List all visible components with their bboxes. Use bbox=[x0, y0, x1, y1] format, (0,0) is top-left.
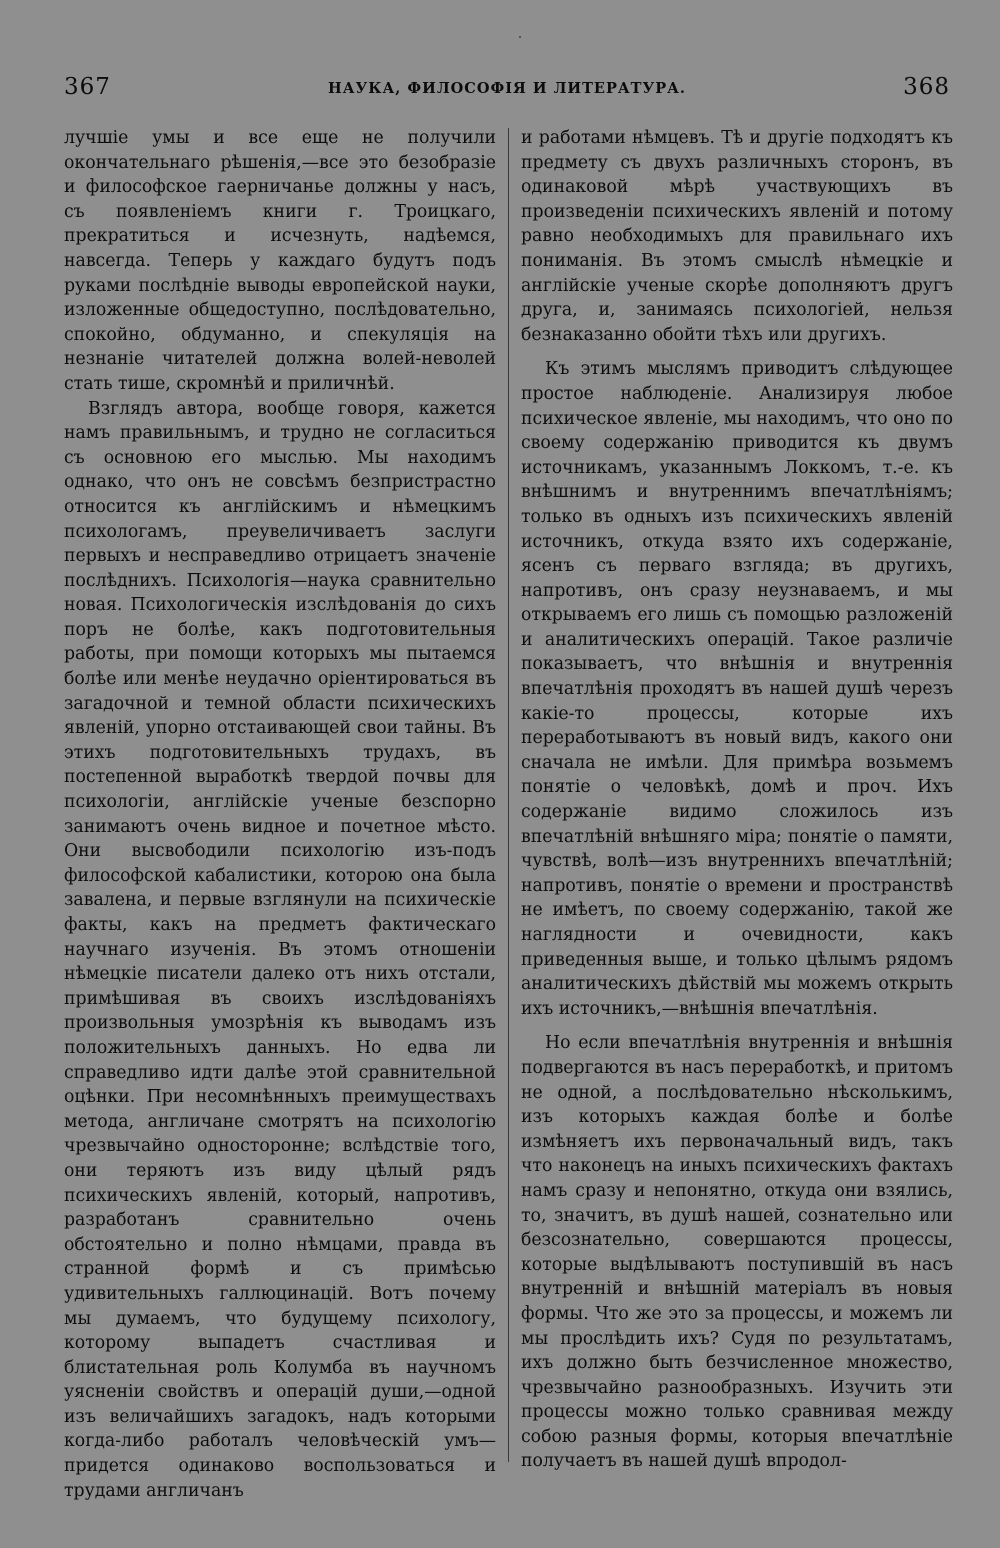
left-column bbox=[64, 126, 496, 1501]
page-number-right: 368 bbox=[903, 74, 950, 100]
paragraph: лучшіе умы и все еще не получили окончательнаго рѣшенія,—все это безобразіе и философское гаерничанье должны у насъ, съ появленіемъ книги г. Троицкаго, прекратиться и исчезнуть, надѣемся, навсегда. Теперь у каждаго будутъ подъ руками послѣдніе выводы европейской науки, изложенные общедоступно, послѣдовательно, спокойно, обдуманно, и спекуляція на незнаніе читателей должна волей-неволей стать тише, скромнѣй и приличнѣй. bbox=[64, 128, 496, 394]
paragraph: и работами нѣмцевъ. Тѣ и другіе подходятъ къ предмету съ двухъ различныхъ сторонъ, въ одинаковой мѣрѣ участвующихъ въ произведеніи психическихъ явленій и потому равно необходимыхъ для правильнаго ихъ пониманія. Въ этомъ смыслѣ нѣмецкіе и англійскіе ученые скорѣе дополняютъ другъ друга, и, занимаясь психологіей, нельзя безнаказанно обойти тѣхъ или другихъ. bbox=[521, 128, 953, 345]
running-title: НАУКА, ФИЛОСОФІЯ И ЛИТЕРАТУРА. bbox=[328, 80, 686, 97]
paragraph: Но если впечатлѣнія внутреннія и внѣшнія подвергаются въ насъ переработкѣ, и притомъ не одной, а послѣдовательно нѣсколькимъ, изъ которыхъ каждая болѣе и болѣе измѣняетъ ихъ первоначальный видъ, такъ что наконецъ на иныхъ психическихъ фактахъ намъ сразу и непонятно, откуда они взялись, то, значитъ, въ душѣ нашей, сознательно или безсознательно, совершаются процессы, которые выдѣлываютъ поступившій въ насъ внутренній и внѣшній матеріалъ въ новыя формы. Что же это за процессы, и можемъ ли мы прослѣдить ихъ? Судя по результатамъ, ихъ должно быть безчисленное множество, чрезвычайно разнообразныхъ. Изучить эти процессы можно только сравнивая между собою разныя формы, которыя впечатлѣніе получаетъ въ нашей душѣ впродол- bbox=[521, 1033, 953, 1472]
column-divider bbox=[508, 128, 509, 1462]
right-column bbox=[521, 126, 953, 1476]
page-number-left: 367 bbox=[64, 74, 111, 100]
running-header bbox=[64, 74, 950, 106]
paragraph: Къ этимъ мыслямъ приводитъ слѣдующее простое наблюденіе. Анализируя любое психическое явленіе, мы находимъ, что оно по своему содержанію приводится къ двумъ источникамъ, указаннымъ Локкомъ, т.-е. къ внѣшнимъ и внутреннимъ впечатлѣніямъ; только въ одныхъ изъ психическихъ явленій источникъ, откуда взято ихъ содержаніе, ясенъ съ перваго взгляда; въ другихъ, напротивъ, онъ сразу неузнаваемъ, и мы открываемъ его лишь съ помощью разложеній и аналитическихъ операцій. Такое различіе показываетъ, что внѣшнія и внутреннія впечатлѣнія проходятъ въ нашей душѣ черезъ какіе-то процессы, которые ихъ переработываютъ въ новый видъ, какого они сначала не имѣли. Для примѣра возьмемъ понятіе о человѣкѣ, домѣ и проч. Ихъ содержаніе видимо сложилось изъ впечатлѣній внѣшняго міра; понятіе о памяти, чувствѣ, волѣ—изъ внутреннихъ впечатлѣній; напротивъ, понятіе о времени и пространствѣ не имѣетъ, по своему содержанію, такой же наглядности и очевидности, какъ приведенныя выше, и только цѣлымъ рядомъ аналитическихъ дѣйствій мы можемъ открыть ихъ источникъ,—внѣшнія впечатлѣнія. bbox=[521, 359, 953, 1019]
scan-speck bbox=[519, 36, 521, 38]
paragraph: Взглядъ автора, вообще говоря, кажется намъ правильнымъ, и трудно не согласиться съ основною его мыслью. Мы находимъ однако, что онъ не совсѣмъ безпристрастно относится къ англійскимъ и нѣмецкимъ психологамъ, преувеличиваетъ заслуги первыхъ и несправедливо отрицаетъ значеніе послѣднихъ. Психологія—наука сравнительно новая. Психологическія изслѣдованія до сихъ поръ не болѣе, какъ подготовительныя работы, при помощи которыхъ мы пытаемся болѣе или менѣе неудачно оріентироваться въ загадочной и темной области психическихъ явленій, упорно отстаивающей свои тайны. Въ этихъ подготовительныхъ трудахъ, въ постепенной выработкѣ твердой почвы для психологіи, англійскіе ученые безспорно занимаютъ очень видное и почетное мѣсто. Они высвободили психологію изъ-подъ философской кабалистики, которою она была завалена, и первые взглянули на психическіе факты, какъ на предметъ фактическаго научнаго изученія. Въ этомъ отношеніи нѣмецкіе писатели далеко отъ нихъ отстали, примѣшивая въ своихъ изслѣдованіяхъ произвольныя умозрѣнія къ выводамъ изъ положительныхъ данныхъ. Но едва ли справедливо идти далѣе этой сравнительной оцѣнки. При несомнѣнныхъ преимуществахъ метода, англичане смотрятъ на психологію чрезвычайно односторонне; вслѣдствіе того, они теряютъ изъ виду цѣлый рядъ психическихъ явленій, который, напротивъ, разработанъ сравнительно очень обстоятельно и полно нѣмцами, правда въ странной формѣ и съ примѣсью удивительныхъ галлюцинацій. Вотъ почему мы думаемъ, что будущему психологу, которому выпадетъ счастливая и блистательная роль Колумба въ научномъ уясненіи свойствъ и операцій души,—одной изъ величайшихъ загадокъ, надъ которыми когда-либо работалъ человѣческій умъ—придется одинаково воспользоваться и трудами англичанъ bbox=[64, 398, 496, 1501]
